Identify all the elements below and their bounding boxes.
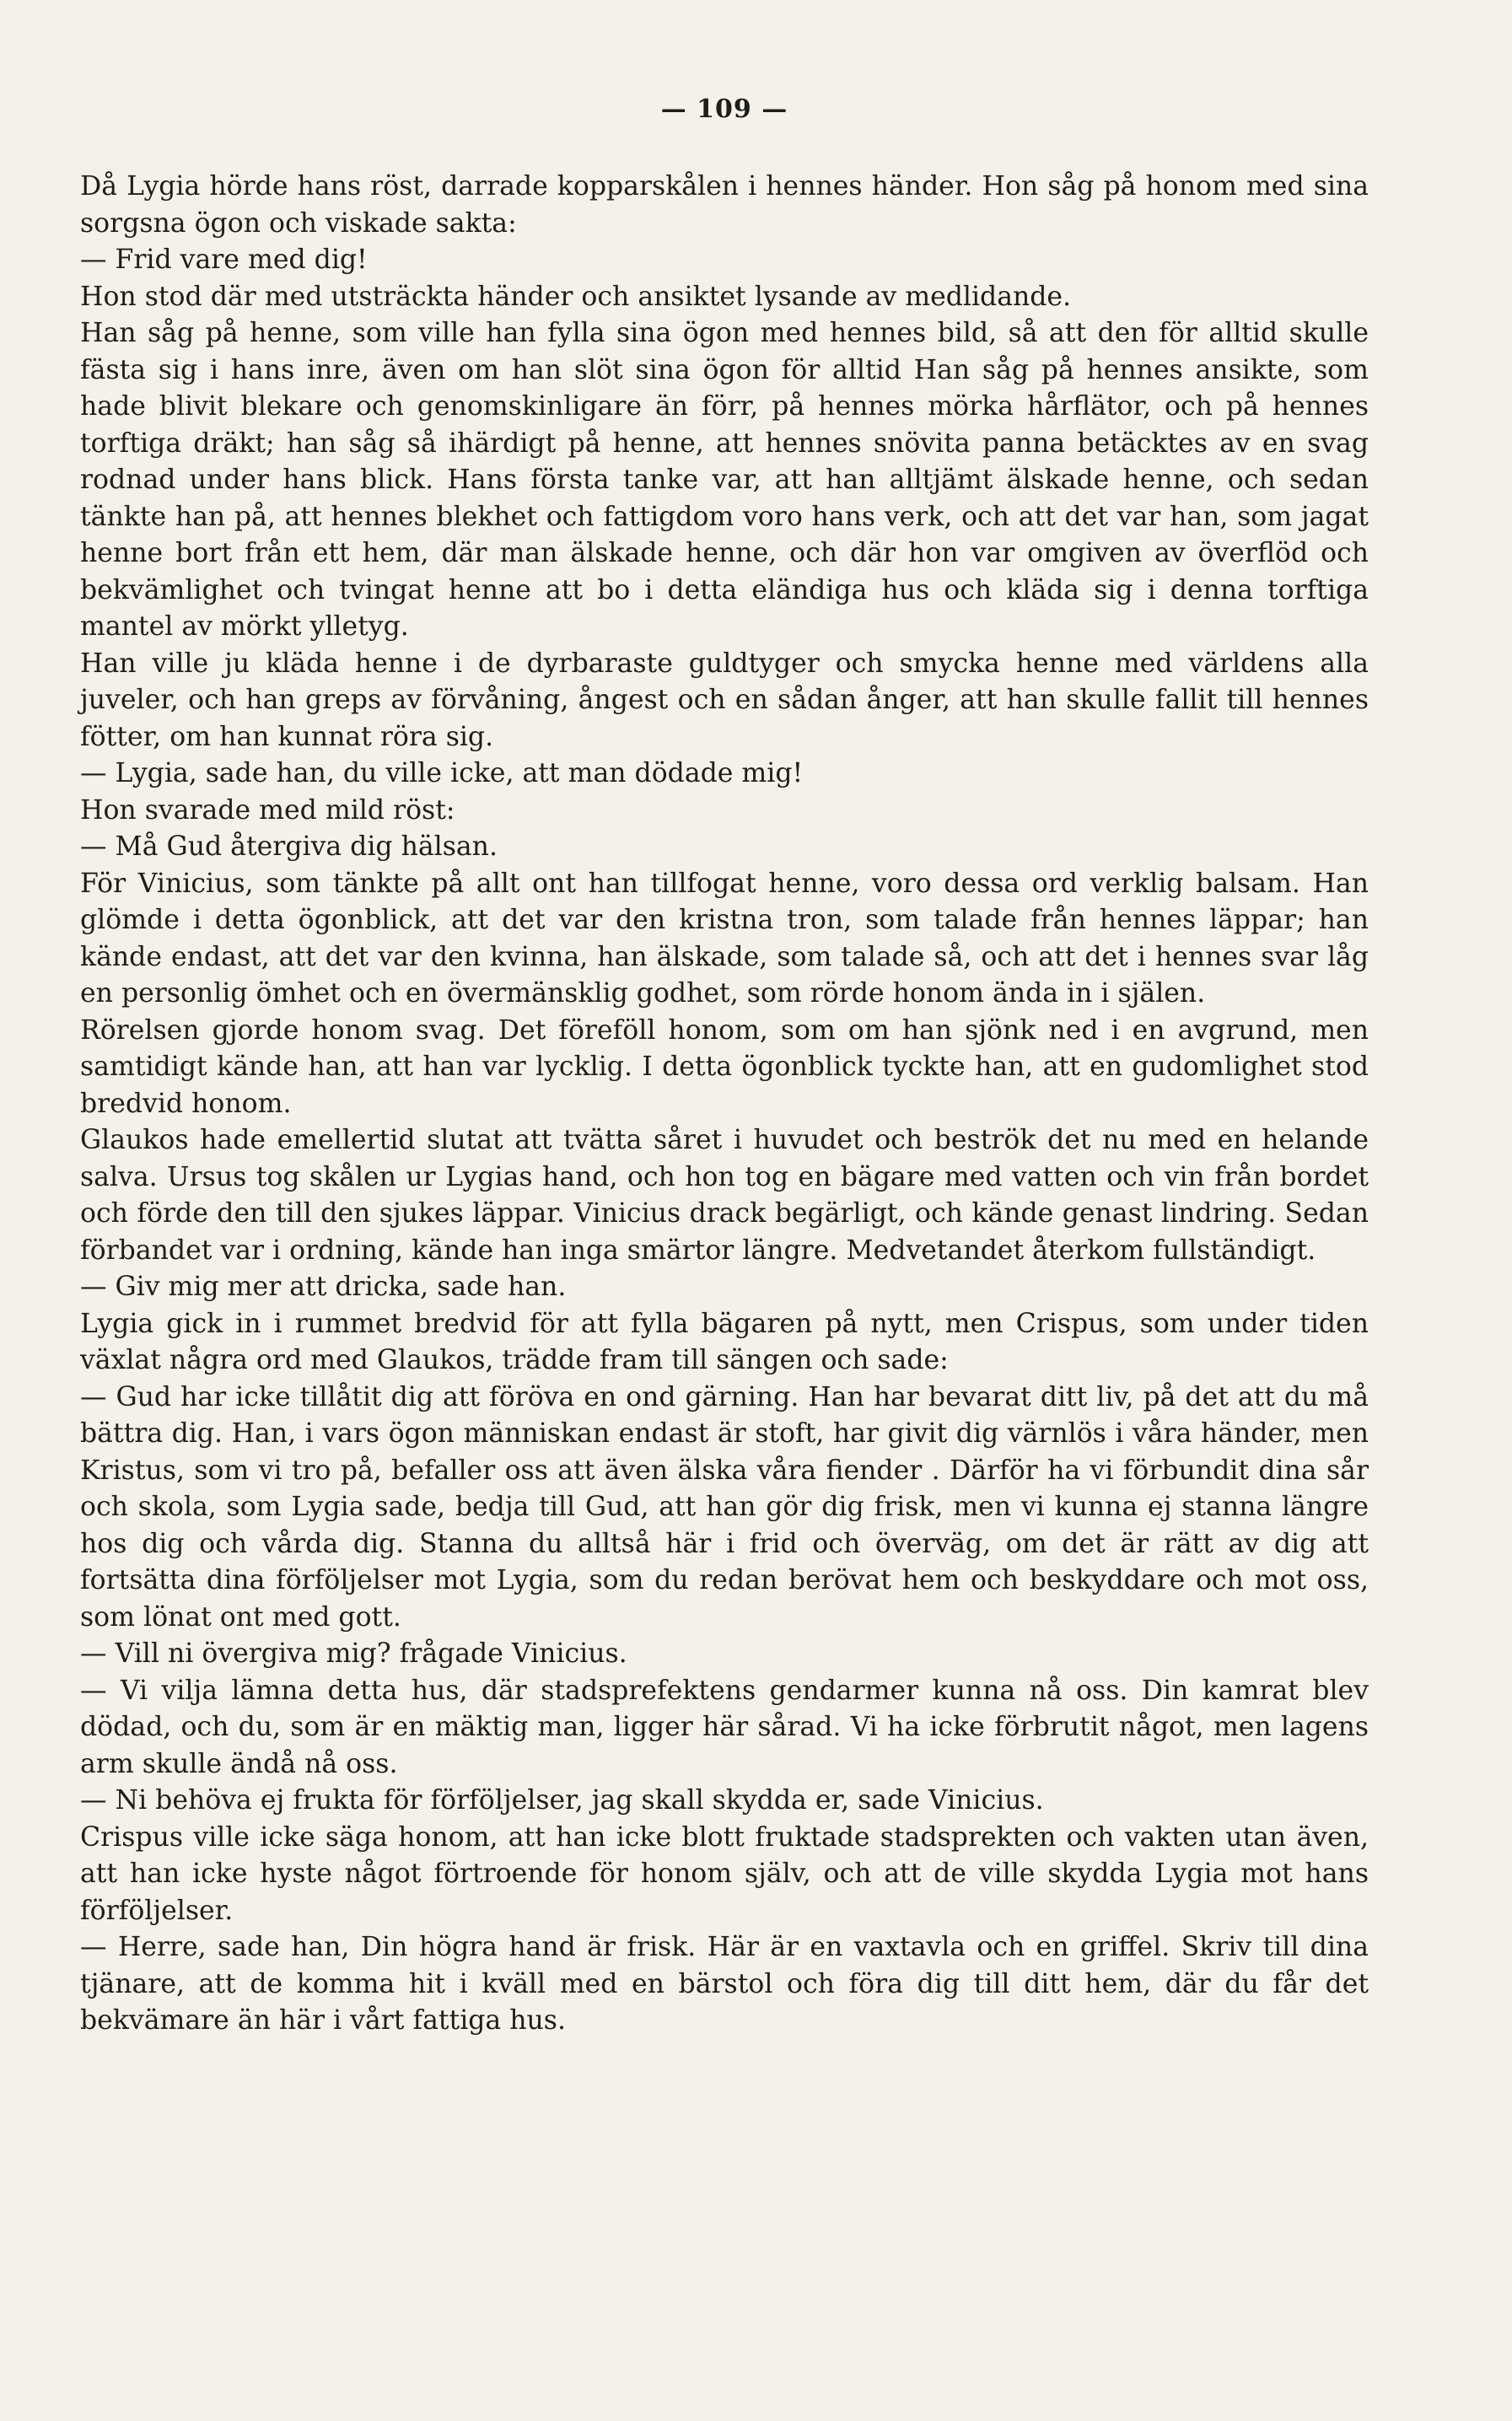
paragraph: Hon svarade med mild röst: xyxy=(80,794,455,826)
paragraph: För Vinicius, som tänkte på allt ont han tillfogat henne, voro dessa ord verklig balsam. Han glömde i detta ögonblick, att det var den kristna tron, som talade från hennes läppar; han kände endast, att det var den kvinna, han älskade, som talade så, och att det i hennes svar låg en personlig ömhet och en övermänsklig godhet, som rörde honom ända in i själen. xyxy=(80,868,1369,1009)
body-text xyxy=(80,169,1369,2040)
paragraph: — Gud har icke tillåtit dig att föröva en ond gärning. Han har bevarat ditt liv, på det att du må bättra dig. Han, i vars ögon människan endast är stoft, har givit dig värnlös i våra händer, men Kristus, som vi tro på, befaller oss att även älska våra fiender . Därför ha vi förbundit dina sår och skola, som Lygia sade, bedja till Gud, att han gör dig frisk, men vi kunna ej stanna längre hos dig och vårda dig. Stanna du alltså här i frid och överväg, om det är rätt av dig att fortsätta dina förföljelser mot Lygia, som du redan berövat hem och beskyddare och mot oss, som lönat ont med gott. xyxy=(80,1381,1369,1633)
paragraph: Crispus ville icke säga honom, att han icke blott fruktade stadsprekten och vakten utan även, att han icke hyste något förtroende för honom själv, och att de ville skydda Lygia mot hans förföljelser. xyxy=(80,1821,1369,1926)
paragraph: — Giv mig mer att dricka, sade han. xyxy=(80,1272,567,1302)
paragraph: Lygia gick in i rummet bredvid för att fylla bägaren på nytt, men Crispus, som under tiden växlat några ord med Glaukos, trädde fram till sängen och sade: xyxy=(80,1308,1369,1375)
paragraph: Glaukos hade emellertid slutat att tvätta såret i huvudet och beströk det nu med en helande salva. Ursus tog skålen ur Lygias hand, och hon tog en bägare med vatten och vin från bordet och förde den till den sjukes läppar. Vinicius drack begärligt, och kände genast lindring. Sedan förbandet var i ordning, kände han inga smärtor längre. Medvetandet återkom fullständigt. xyxy=(80,1125,1369,1266)
paragraph: — Ni behöva ej frukta för förföljelser, jag skall skydda er, sade Vinicius. xyxy=(80,1785,1044,1816)
paragraph: — Må Gud återgiva dig hälsan. xyxy=(80,831,498,862)
paragraph: Han ville ju kläda henne i de dyrbaraste guldtyger och smycka henne med världens alla juveler, och han greps av förvåning, ångest och en sådan ånger, att han skulle fallit till hennes fötter, om han kunnat röra sig. xyxy=(80,648,1369,752)
paragraph: Rörelsen gjorde honom svag. Det föreföll honom, som om han sjönk ned i en avgrund, men samtidigt kände han, att han var lycklig. I detta ögonblick tyckte han, att en gudomlighet stod bredvid honom. xyxy=(80,1014,1369,1119)
paragraph: — Herre, sade han, Din högra hand är frisk. Här är en vaxtavla och en griffel. Skriv till dina tjänare, att de komma hit i kväll med en bärstol och föra dig till ditt hem, där du får det bekvämare än här i vårt fattiga hus. xyxy=(80,1932,1369,2036)
paragraph: Då Lygia hörde hans röst, darrade kopparskålen i hennes händer. Hon såg på honom med sina sorgsna ögon och viskade sakta: xyxy=(80,171,1369,239)
paragraph: — Frid vare med dig! xyxy=(80,245,368,275)
paragraph: — Vill ni övergiva mig? frågade Vinicius. xyxy=(80,1638,627,1669)
page-number: — 109 — xyxy=(660,94,788,124)
paragraph: Hon stod där med utsträckta händer och ansiktet lysande av medlidande. xyxy=(80,281,1072,312)
paragraph: — Lygia, sade han, du ville icke, att man dödade mig! xyxy=(80,758,804,788)
paragraph: Han såg på henne, som ville han fylla sina ögon med hennes bild, så att den för alltid skulle fästa sig i hans inre, även om han slöt sina ögon för alltid Han såg på hennes ansikte, som hade blivit blekare och genomskinligare än förr, på hennes mörka hårflätor, och på hennes torftiga dräkt; han såg så ihärdigt på henne, att hennes snövita panna betäcktes av en svag rodnad under hans blick. Hans första tanke var, att han alltjämt älskade henne, och sedan tänkte han på, att hennes blekhet och fattigdom voro hans verk, och att det var han, som jagat henne bort från ett hem, där man älskade henne, och där hon var omgiven av överflöd och bekvämlighet och tvingat henne att bo i detta eländiga hus och kläda sig i denna torftiga mantel av mörkt ylletyg. xyxy=(80,318,1369,642)
paragraph: — Vi vilja lämna detta hus, där stadsprefektens gendarmer kunna nå oss. Din kamrat blev dödad, och du, som är en mäktig man, ligger här sårad. Vi ha icke förbrutit något, men lagens arm skulle ändå nå oss. xyxy=(80,1675,1369,1779)
